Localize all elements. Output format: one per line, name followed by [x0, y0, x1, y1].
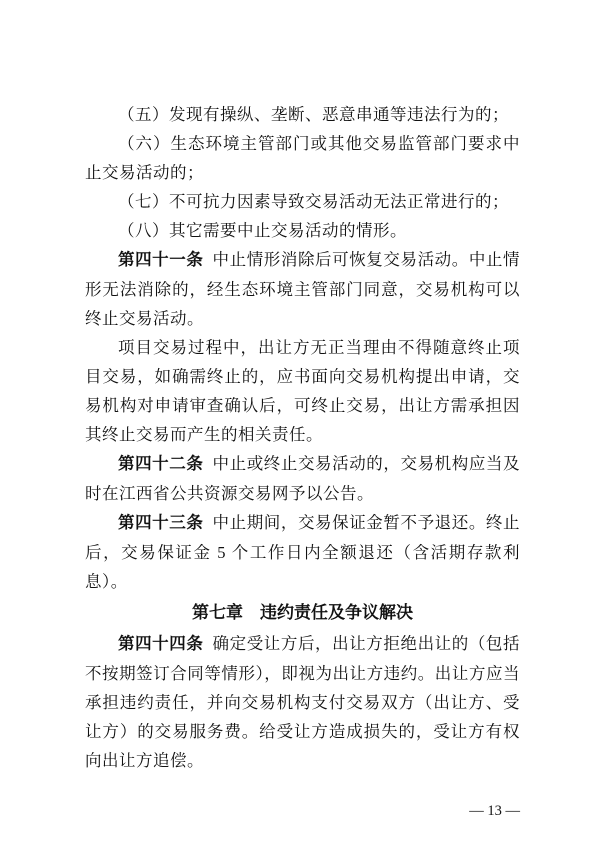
paragraph	[85, 508, 520, 596]
paragraph	[85, 333, 520, 449]
paragraph-text: 确定受让方后，出让方拒绝出让的（包括不按期签订合同等情形），即视为出让方违约。出让方应当承担违约责任，并向交易机构支付交易双方（出让方、受让方）的交易服务费。给受让方造成损失的，受让方有权向出让方追偿。	[85, 634, 521, 770]
paragraph-text: （八）其它需要中止交易活动的情形。	[118, 221, 407, 240]
paragraph	[85, 216, 520, 245]
chapter-title-text: 违约责任及争议解决	[260, 603, 413, 622]
paragraph-text: （六）生态环境主管部门或其他交易监管部门要求中止交易活动的；	[85, 134, 520, 182]
paragraph-text: （七）不可抗力因素导致交易活动无法正常进行的；	[118, 192, 509, 211]
paragraph	[85, 629, 520, 775]
article-number: 第四十四条	[118, 635, 204, 653]
paragraph	[85, 100, 520, 129]
article-number: 第四十一条	[118, 251, 204, 269]
article-number: 第四十三条	[118, 514, 204, 532]
paragraph-text: 中止情形消除后可恢复交易活动。中止情形无法消除的，经生态环境主管部门同意，交易机构可以终止交易活动。	[85, 250, 521, 328]
article-number: 第四十二条	[118, 455, 204, 473]
paragraph	[85, 187, 520, 216]
paragraph	[85, 129, 520, 187]
paragraph-text: （五）发现有操纵、垄断、恶意串通等违法行为的；	[118, 105, 509, 124]
paragraph-text: 项目交易过程中，出让方无正当理由不得随意终止项目交易，如确需终止的，应书面向交易机构提出申请，交易机构对申请审查确认后，可终止交易，出让方需承担因其终止交易而产生的相关责任。	[85, 338, 520, 444]
chapter-heading	[85, 598, 520, 627]
paragraph	[85, 245, 520, 333]
paragraph-text: 中止或终止交易活动的，交易机构应当及时在江西省公共资源交易网予以公告。	[85, 454, 521, 503]
page-number: — 13 —	[469, 803, 520, 819]
paragraph	[85, 449, 520, 508]
paragraph-text: 中止期间，交易保证金暂不予退还。终止后，交易保证金 5 个工作日内全额退还（含活期存款利息）。	[85, 513, 521, 591]
document-content	[85, 100, 520, 775]
chapter-number: 第七章	[192, 603, 243, 622]
